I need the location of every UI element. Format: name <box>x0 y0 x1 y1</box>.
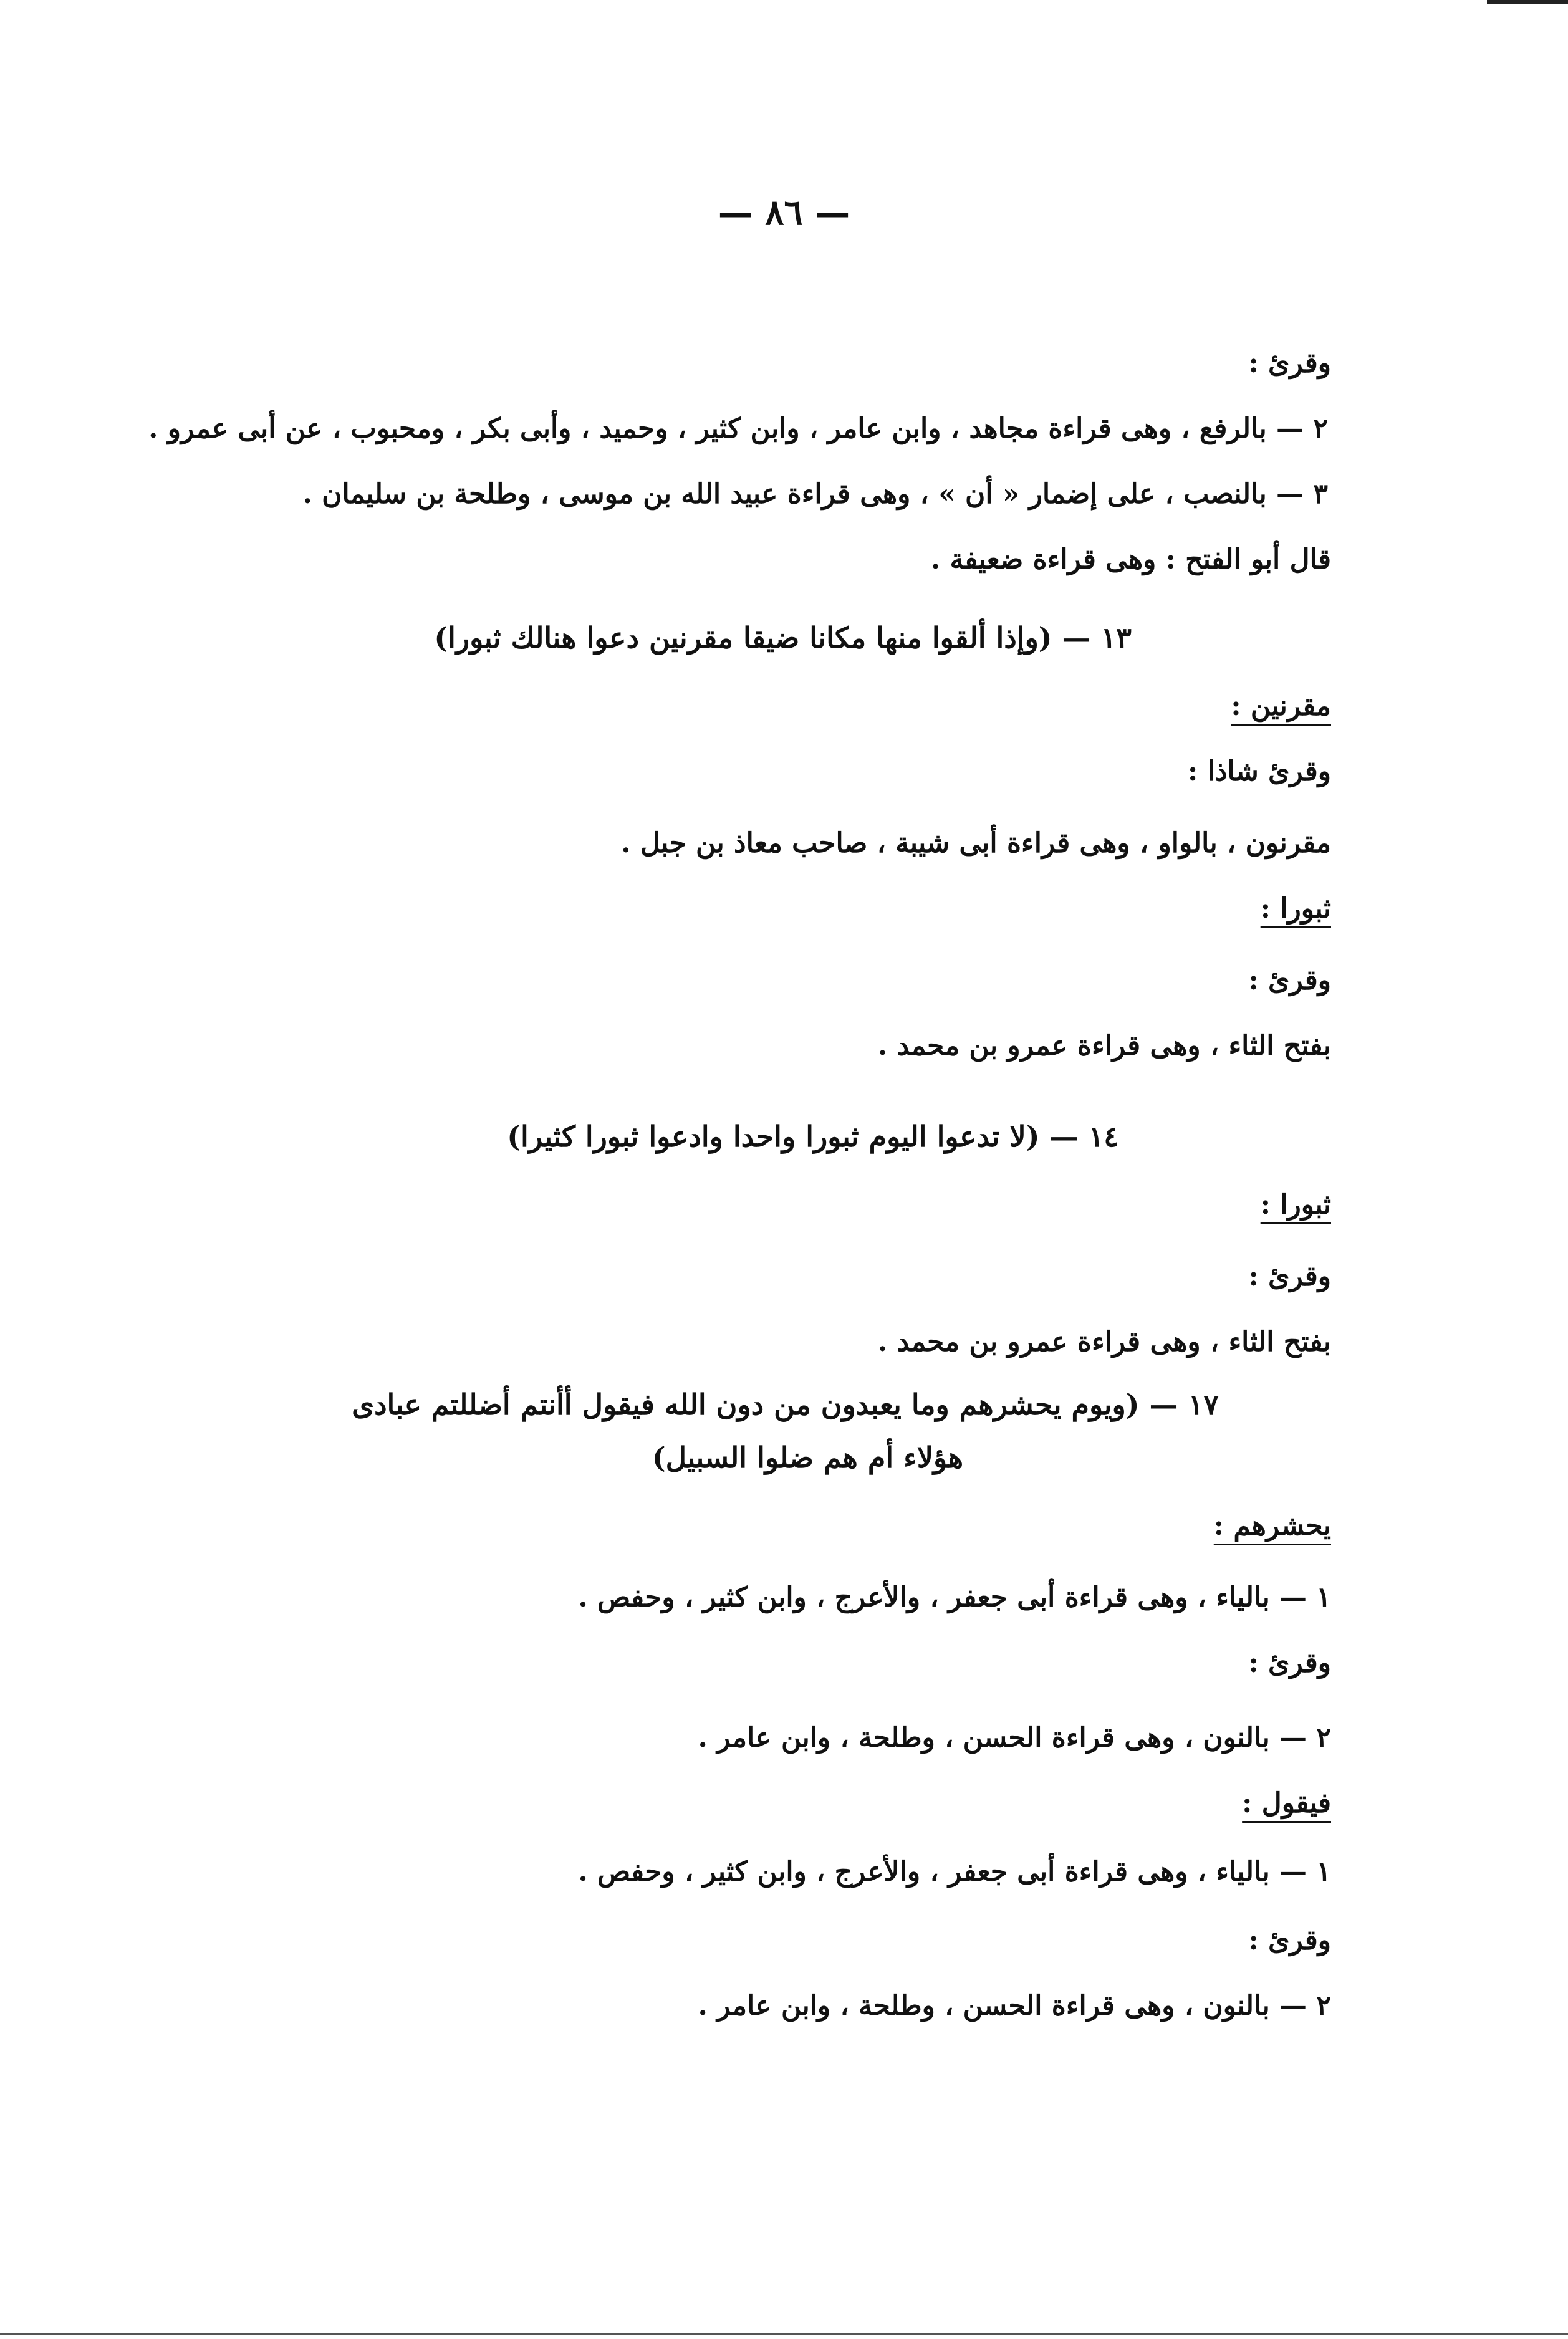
heading-muqarranin: مقرنين : <box>1231 690 1331 722</box>
text-line-14: وقرئ : <box>1248 1261 1331 1292</box>
text-line-24: وقرئ : <box>1248 1924 1331 1956</box>
text-line-3: ٣ — بالنصب ، على إضمار « أن » ، وهى قراءة عبيد الله بن موسى ، وطلحة بن سليمان . <box>302 478 1328 510</box>
top-edge-rule <box>1487 0 1568 4</box>
text-line-1: وقرئ : <box>1248 347 1331 379</box>
text-line-15: بفتح الثاء ، وهى قراءة عمرو بن محمد . <box>877 1326 1331 1358</box>
verse-13: ١٣ — (وإذا ألقوا منها مكانا ضيقا مقرنين دعوا هنالك ثبورا) <box>434 621 1132 655</box>
text-line-7: وقرئ شاذا : <box>1188 756 1331 787</box>
heading-thuburan-2: ثبورا : <box>1260 1189 1331 1221</box>
verse-14: ١٤ — (لا تدعوا اليوم ثبورا واحدا وادعوا ثبورا كثيرا) <box>507 1120 1119 1153</box>
text-line-19: ١ — بالياء ، وهى قراءة أبى جعفر ، والأعرج ، وابن كثير ، وحفص . <box>578 1582 1331 1613</box>
bottom-edge-rule <box>0 2333 1568 2335</box>
text-line-10: وقرئ : <box>1248 964 1331 996</box>
text-line-21: ٢ — بالنون ، وهى قراءة الحسن ، وطلحة ، وابن عامر . <box>698 1722 1331 1754</box>
verse-17-line-2: هؤلاء أم هم ضلوا السبيل) <box>652 1441 963 1474</box>
page-number: — ٨٦ — <box>718 192 850 233</box>
text-line-4: قال أبو الفتح : وهى قراءة ضعيفة . <box>930 544 1331 575</box>
text-line-11: بفتح الثاء ، وهى قراءة عمرو بن محمد . <box>877 1030 1331 1062</box>
heading-thuburan-1: ثبورا : <box>1260 893 1331 925</box>
verse-17-line-1: ١٧ — (ويوم يحشرهم وما يعبدون من دون الله فيقول أأنتم أضللتم عبادى <box>352 1388 1219 1421</box>
text-line-20: وقرئ : <box>1248 1647 1331 1679</box>
text-line-8: مقرنون ، بالواو ، وهى قراءة أبى شيبة ، صاحب معاذ بن جبل . <box>621 827 1331 859</box>
heading-yahshuruhum: يحشرهم : <box>1213 1510 1331 1542</box>
heading-fayaqulu: فيقول : <box>1242 1787 1331 1819</box>
text-line-25: ٢ — بالنون ، وهى قراءة الحسن ، وطلحة ، وابن عامر . <box>698 1990 1331 2022</box>
text-line-23: ١ — بالياء ، وهى قراءة أبى جعفر ، والأعرج ، وابن كثير ، وحفص . <box>578 1856 1331 1888</box>
text-line-2: ٢ — بالرفع ، وهى قراءة مجاهد ، وابن عامر ، وابن كثير ، وحميد ، وأبى بكر ، ومحبوب ، عن أبى عمرو . <box>148 413 1328 444</box>
